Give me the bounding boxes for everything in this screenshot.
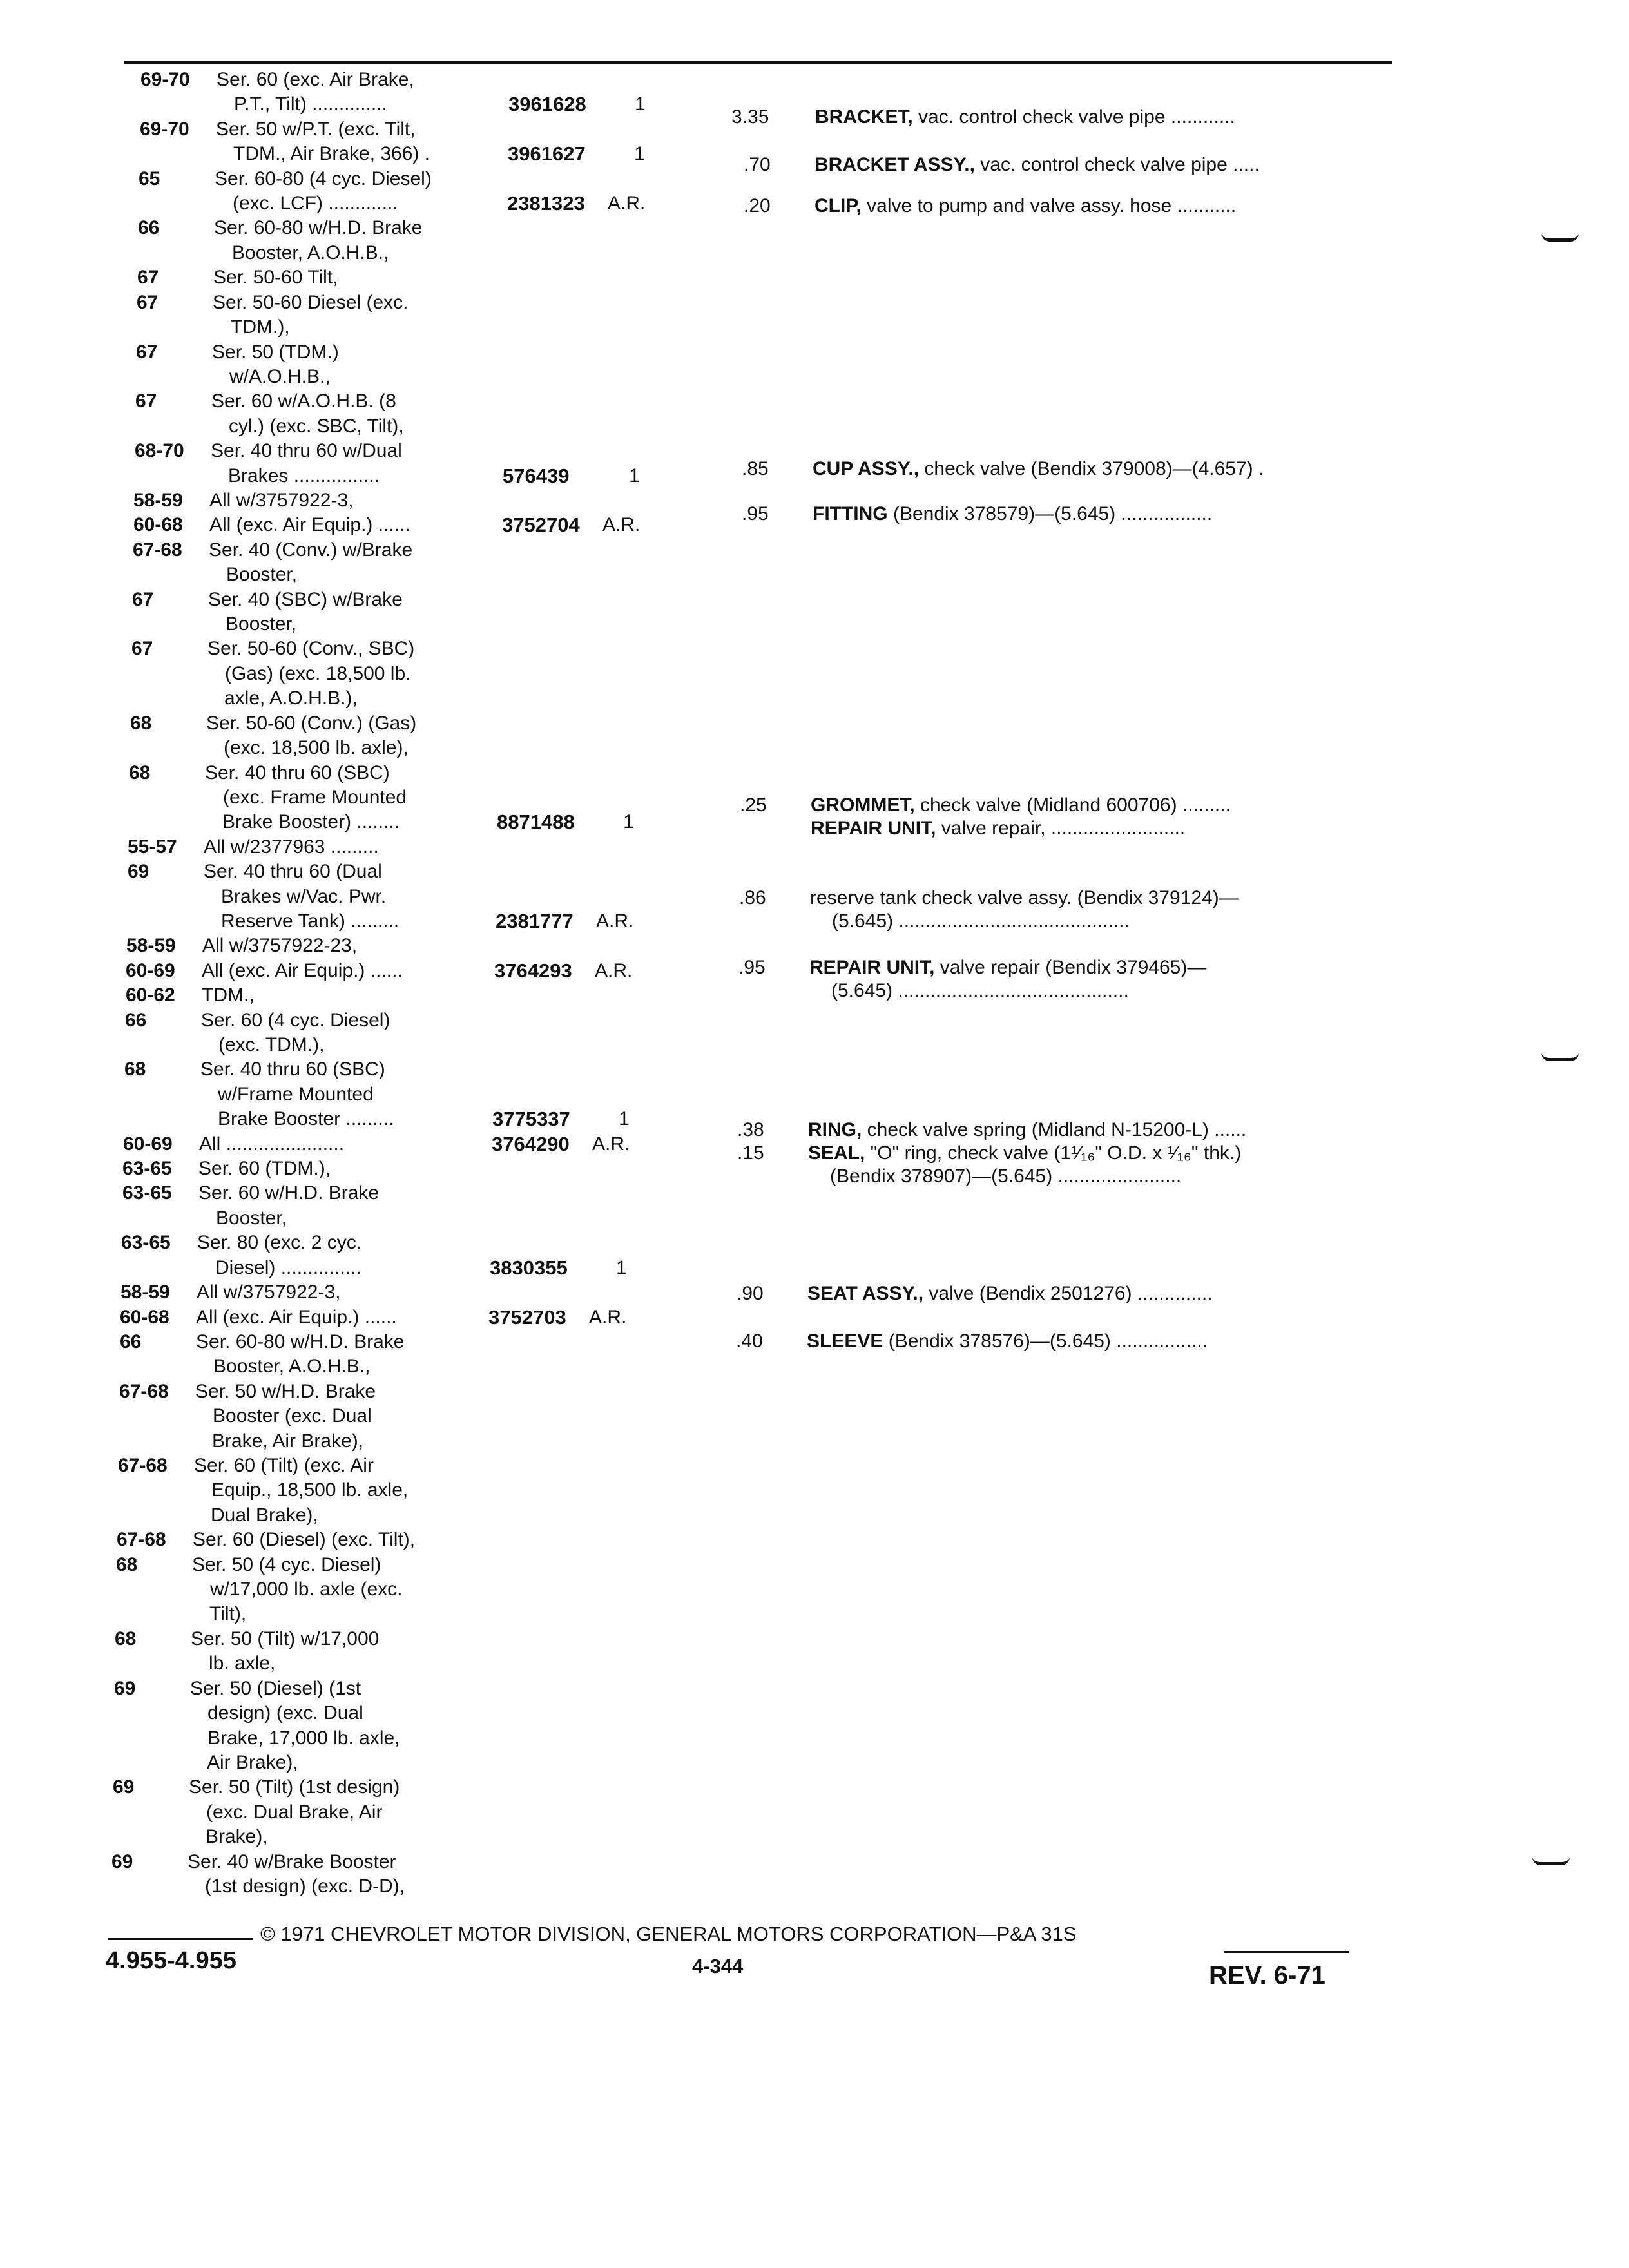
application-description: All w/3757922-3, xyxy=(197,1282,341,1303)
part-detail: reserve tank check valve assy. (Bendix 379124)— xyxy=(810,887,1239,908)
model-year: 68 xyxy=(115,1628,137,1649)
application-description: axle, A.O.H.B.), xyxy=(224,687,358,709)
application-row xyxy=(0,341,709,364)
quantity: 1 xyxy=(619,1108,630,1129)
application-row xyxy=(0,316,709,339)
application-row xyxy=(0,1504,709,1527)
application-description: Brake, 17,000 lb. axle, xyxy=(207,1727,400,1749)
application-description: TDM., xyxy=(202,985,255,1006)
application-row xyxy=(0,68,709,91)
part-detail: (Bendix 378907)—(5.645) ....................... xyxy=(830,1166,1182,1187)
application-description: Ser. 60 (Diesel) (exc. Tilt), xyxy=(193,1529,416,1550)
application-description: Ser. 50 (TDM.) xyxy=(212,341,339,363)
application-description: Ser. 50 (4 cyc. Diesel) xyxy=(192,1554,381,1575)
list-price: .40 xyxy=(736,1331,763,1352)
application-row xyxy=(0,1776,709,1799)
application-description: w/Frame Mounted xyxy=(218,1084,374,1105)
part-detail: (Bendix 378579)—(5.645) ................. xyxy=(887,503,1213,524)
model-year: 63-65 xyxy=(122,1182,172,1204)
application-description: All w/2377963 ......... xyxy=(204,836,379,858)
application-row xyxy=(0,1430,709,1453)
application-row xyxy=(0,762,709,785)
application-description: Ser. 50-60 (Conv., SBC) xyxy=(207,638,415,659)
part-detail: valve repair, ......................... xyxy=(936,818,1186,839)
quantity: A.R. xyxy=(589,1307,627,1328)
application-row xyxy=(0,563,709,586)
part-name: BRACKET, xyxy=(815,106,913,128)
application-row xyxy=(0,1825,709,1849)
application-description: w/A.O.H.B., xyxy=(229,366,331,387)
application-description: Ser. 40 (Conv.) w/Brake xyxy=(209,539,413,561)
application-row xyxy=(0,1009,709,1032)
part-description xyxy=(809,956,1206,979)
application-row xyxy=(0,1528,709,1552)
part-description xyxy=(831,979,1129,1003)
part-description xyxy=(808,1142,1241,1165)
model-year: 69 xyxy=(128,861,149,882)
model-year: 69-70 xyxy=(140,119,189,140)
application-row xyxy=(0,1553,709,1577)
part-description xyxy=(811,817,1185,840)
model-year: 58-59 xyxy=(120,1282,170,1303)
part-number: 3775337 xyxy=(492,1108,570,1130)
model-year: 67-68 xyxy=(118,1455,168,1476)
application-description: All w/3757922-3, xyxy=(209,490,354,511)
application-row xyxy=(0,1677,709,1700)
application-description: Ser. 50 (Tilt) (1st design) xyxy=(189,1776,400,1798)
part-name: RING, xyxy=(808,1119,862,1140)
part-item-row xyxy=(0,1282,1392,1305)
footer-right-rule xyxy=(1224,1951,1349,1953)
part-number: 8871488 xyxy=(497,811,575,833)
application-description: Ser. 50 w/P.T. (exc. Tilt, xyxy=(216,119,416,140)
application-description: Ser. 40 thru 60 (SBC) xyxy=(205,762,390,783)
list-price: .95 xyxy=(738,957,766,978)
model-year: 58-59 xyxy=(126,935,176,956)
part-description xyxy=(815,153,1260,177)
model-year: 68 xyxy=(124,1059,146,1080)
application-description: All (exc. Air Equip.) ...... xyxy=(209,514,410,535)
part-detail: valve to pump and valve assy. hose ........... xyxy=(861,195,1237,216)
footer-left-rule xyxy=(108,1938,253,1940)
application-description: Ser. 80 (exc. 2 cyc. xyxy=(197,1232,362,1253)
application-description: Ser. 50-60 (Conv.) (Gas) xyxy=(206,713,417,734)
application-description: Brakes w/Vac. Pwr. xyxy=(221,886,387,907)
model-year: 66 xyxy=(120,1331,142,1352)
application-description: Ser. 40 thru 60 w/Dual xyxy=(211,440,402,461)
margin-mark xyxy=(1532,1857,1570,1865)
application-description: Ser. 60 w/H.D. Brake xyxy=(198,1182,380,1204)
part-detail: check valve (Midland 600706) ......... xyxy=(914,794,1231,816)
model-year: 66 xyxy=(138,217,160,238)
model-year: 67 xyxy=(132,589,154,610)
part-number: 2381323 xyxy=(507,192,585,215)
application-row xyxy=(0,242,709,265)
part-detail: check valve spring (Midland N-15200-L) ...... xyxy=(862,1119,1247,1140)
application-description: All ...................... xyxy=(199,1133,345,1155)
revision-label: REV. 6-71 xyxy=(1209,1961,1325,1990)
application-row xyxy=(0,1578,709,1601)
list-price: .25 xyxy=(740,794,767,816)
application-row xyxy=(0,662,709,686)
application-row xyxy=(0,1231,709,1254)
part-item-row xyxy=(0,1165,1392,1188)
part-name: SLEEVE xyxy=(807,1331,883,1352)
part-item-row xyxy=(0,1330,1392,1353)
application-row xyxy=(0,1479,709,1502)
application-description: Booster, xyxy=(216,1207,287,1229)
part-detail: (5.645) ........................................... xyxy=(832,910,1130,932)
part-detail: (5.645) ........................................... xyxy=(831,980,1129,1001)
application-description: Ser. 40 w/Brake Booster xyxy=(188,1851,396,1872)
part-number: 576439 xyxy=(503,465,570,487)
quantity: A.R. xyxy=(595,960,633,981)
part-description xyxy=(813,503,1212,526)
application-row xyxy=(0,390,709,413)
part-detail: check valve (Bendix 379008)—(4.657) . xyxy=(919,458,1264,479)
quantity: 1 xyxy=(635,93,646,115)
application-description: All w/3757922-23, xyxy=(202,935,358,956)
application-description: design) (exc. Dual xyxy=(207,1702,363,1724)
model-year: 67 xyxy=(135,390,157,412)
model-year: 63-65 xyxy=(121,1232,171,1253)
application-description: Ser. 60 (exc. Air Brake, xyxy=(217,69,414,90)
model-year: 68 xyxy=(116,1554,138,1575)
application-description: All (exc. Air Equip.) ...... xyxy=(196,1307,397,1328)
application-row xyxy=(0,1033,709,1057)
application-row xyxy=(0,1751,709,1774)
model-year: 60-68 xyxy=(133,514,183,535)
application-description: Booster, xyxy=(226,564,298,585)
application-description: w/17,000 lb. axle (exc. xyxy=(210,1579,403,1600)
application-row xyxy=(0,1256,709,1280)
part-item-row xyxy=(0,817,1392,840)
application-row xyxy=(0,860,709,883)
application-description: Brake Booster ......... xyxy=(218,1108,394,1129)
part-name: FITTING xyxy=(813,503,888,524)
application-row xyxy=(0,1380,709,1403)
part-item-row xyxy=(0,106,1392,129)
application-description: Tilt), xyxy=(209,1603,247,1624)
model-year: 68-70 xyxy=(135,440,184,461)
model-year: 67-68 xyxy=(117,1529,166,1550)
model-year: 60-69 xyxy=(123,1133,173,1155)
application-description: Booster, A.O.H.B., xyxy=(232,242,389,264)
quantity: A.R. xyxy=(602,514,641,535)
part-detail: (Bendix 378576)—(5.645) ................. xyxy=(883,1331,1208,1352)
part-item-row xyxy=(0,503,1392,526)
page-number: 4-344 xyxy=(692,1955,744,1977)
application-row xyxy=(0,1306,709,1329)
part-name: SEAL, xyxy=(808,1142,865,1164)
application-description: Ser. 60-80 w/H.D. Brake xyxy=(214,217,423,238)
application-description: Booster, xyxy=(226,613,297,635)
application-description: Ser. 60 (4 cyc. Diesel) xyxy=(201,1010,390,1031)
application-description: Brakes ................ xyxy=(228,465,380,486)
part-description xyxy=(815,106,1235,129)
application-row xyxy=(0,1454,709,1477)
quantity: A.R. xyxy=(592,1133,630,1155)
model-year: 68 xyxy=(130,713,152,734)
application-description: Ser. 60 (TDM.), xyxy=(198,1158,331,1179)
application-description: Diesel) ............... xyxy=(215,1257,361,1278)
quantity: A.R. xyxy=(596,910,634,932)
application-row xyxy=(0,1652,709,1675)
part-item-row xyxy=(0,910,1392,933)
part-description xyxy=(807,1282,1213,1305)
model-year: 67 xyxy=(136,341,158,363)
footer-section-code: 4.955-4.955 xyxy=(106,1947,236,1974)
part-name: REPAIR UNIT, xyxy=(811,818,936,839)
quantity: 1 xyxy=(616,1257,627,1278)
part-item-row xyxy=(0,457,1392,481)
application-description: (exc. 18,500 lb. axle), xyxy=(224,737,409,758)
list-price: .90 xyxy=(737,1283,764,1304)
part-description xyxy=(811,794,1231,817)
part-number: 3752704 xyxy=(502,514,580,536)
application-description: Brake, Air Brake), xyxy=(212,1430,364,1452)
application-row xyxy=(0,637,709,660)
margin-mark xyxy=(1541,233,1579,242)
list-price: .15 xyxy=(737,1142,764,1164)
application-description: Equip., 18,500 lb. axle, xyxy=(211,1479,409,1501)
model-year: 69 xyxy=(114,1678,136,1699)
part-name: GROMMET, xyxy=(811,794,915,816)
application-row xyxy=(0,1628,709,1651)
model-year: 66 xyxy=(125,1010,147,1031)
part-name: BRACKET ASSY., xyxy=(815,154,975,175)
application-row xyxy=(0,1727,709,1750)
footer-copyright: © 1971 CHEVROLET MOTOR DIVISION, GENERAL MOTORS CORPORATION—P&A 31S xyxy=(260,1923,1077,1945)
quantity: 1 xyxy=(623,811,634,832)
model-year: 69 xyxy=(111,1851,133,1872)
application-row xyxy=(0,687,709,710)
part-item-row xyxy=(0,153,1392,177)
part-detail: valve (Bendix 2501276) .............. xyxy=(923,1283,1213,1304)
part-name: SEAT ASSY., xyxy=(807,1283,924,1304)
application-description: TDM.), xyxy=(231,316,290,338)
list-price: .86 xyxy=(739,887,766,908)
quantity: 1 xyxy=(634,143,645,164)
model-year: 67 xyxy=(131,638,153,659)
model-year: 65 xyxy=(139,168,160,189)
part-number: 3961627 xyxy=(508,142,586,165)
application-description: Ser. 60 (Tilt) (exc. Air xyxy=(194,1455,374,1476)
application-row xyxy=(0,934,709,957)
list-price: .38 xyxy=(737,1119,764,1140)
part-description xyxy=(815,195,1236,218)
part-name: CUP ASSY., xyxy=(813,458,920,479)
application-row xyxy=(0,216,709,240)
part-item-row xyxy=(0,956,1392,979)
application-row xyxy=(0,1850,709,1874)
part-item-row xyxy=(0,1142,1392,1165)
application-description: Ser. 40 thru 60 (Dual xyxy=(204,861,382,882)
application-description: Ser. 50 (Tilt) w/17,000 xyxy=(191,1628,380,1649)
part-description xyxy=(807,1330,1208,1353)
application-row xyxy=(0,1602,709,1626)
model-year: 58-59 xyxy=(133,490,183,511)
part-description xyxy=(810,887,1239,910)
quantity: 1 xyxy=(629,465,640,486)
application-row xyxy=(0,1875,709,1898)
application-description: (Gas) (exc. 18,500 lb. xyxy=(225,663,411,684)
application-description: Brake), xyxy=(206,1826,268,1847)
part-item-row xyxy=(0,794,1392,817)
application-description: lb. axle, xyxy=(209,1653,276,1674)
part-number: 3752703 xyxy=(488,1306,566,1329)
model-year: 63-65 xyxy=(122,1158,172,1179)
application-row xyxy=(0,1702,709,1725)
application-description: Ser. 60-80 (4 cyc. Diesel) xyxy=(215,168,432,189)
part-detail: "O" ring, check valve (1¹⁄₁₆" O.D. x ¹⁄₁₆" thk.) xyxy=(865,1142,1242,1164)
application-row xyxy=(0,365,709,389)
model-year: 60-62 xyxy=(126,985,175,1006)
application-description: Ser. 50 w/H.D. Brake xyxy=(195,1381,376,1402)
model-year: 67 xyxy=(137,292,159,313)
application-row xyxy=(0,1083,709,1106)
application-description: Air Brake), xyxy=(207,1752,298,1773)
application-row xyxy=(0,613,709,636)
application-row xyxy=(0,1355,709,1378)
quantity: A.R. xyxy=(608,193,646,214)
application-description: (exc. Frame Mounted xyxy=(223,787,407,808)
application-description: Brake Booster) ........ xyxy=(222,811,400,832)
application-row xyxy=(0,1207,709,1230)
application-description: Ser. 50 (Diesel) (1st xyxy=(190,1678,361,1699)
list-price: .85 xyxy=(742,458,769,479)
application-row xyxy=(0,1058,709,1081)
list-price: .70 xyxy=(744,154,771,175)
application-description: Ser. 50-60 Diesel (exc. xyxy=(213,292,409,313)
application-description: Booster, A.O.H.B., xyxy=(213,1356,371,1377)
model-year: 67-68 xyxy=(133,539,182,561)
application-description: Ser. 60 w/A.O.H.B. (8 xyxy=(211,390,396,412)
application-description: Ser. 50-60 Tilt, xyxy=(213,267,338,288)
part-number: 2381777 xyxy=(496,910,574,932)
application-description: Ser. 40 thru 60 (SBC) xyxy=(200,1059,385,1080)
application-description: (exc. LCF) ............. xyxy=(233,193,398,214)
top-rule xyxy=(124,61,1392,64)
application-description: Ser. 40 (SBC) w/Brake xyxy=(208,589,403,610)
part-number: 3961628 xyxy=(508,93,586,115)
application-description: Ser. 60-80 w/H.D. Brake xyxy=(196,1331,405,1352)
model-year: 69-70 xyxy=(140,69,190,90)
application-description: (exc. TDM.), xyxy=(218,1034,325,1055)
part-description xyxy=(808,1119,1246,1142)
part-item-row xyxy=(0,887,1392,910)
margin-mark xyxy=(1541,1053,1579,1061)
part-number: 3830355 xyxy=(490,1256,568,1279)
part-detail: vac. control check valve pipe ..... xyxy=(974,154,1260,175)
application-description: Booster (exc. Dual xyxy=(213,1405,372,1427)
application-row xyxy=(0,712,709,735)
model-year: 60-69 xyxy=(126,960,175,981)
application-row xyxy=(0,415,709,438)
application-description: (exc. Dual Brake, Air xyxy=(206,1802,383,1823)
part-item-row xyxy=(0,195,1392,218)
part-number: 3764290 xyxy=(492,1133,570,1155)
part-description xyxy=(832,910,1130,933)
application-description: TDM., Air Brake, 366) . xyxy=(233,143,430,164)
part-number: 3764293 xyxy=(494,959,572,982)
application-description: Reserve Tank) ......... xyxy=(221,910,400,932)
application-row xyxy=(0,588,709,611)
list-price: .95 xyxy=(742,503,769,524)
part-item-row xyxy=(0,1119,1392,1142)
application-row xyxy=(0,266,709,289)
part-detail: vac. control check valve pipe ............ xyxy=(912,106,1235,128)
application-description: All (exc. Air Equip.) ...... xyxy=(202,960,403,981)
model-year: 69 xyxy=(113,1776,135,1798)
part-detail: valve repair (Bendix 379465)— xyxy=(934,957,1207,978)
part-name: REPAIR UNIT, xyxy=(809,957,935,978)
list-price: .20 xyxy=(744,195,771,216)
model-year: 67-68 xyxy=(119,1381,169,1402)
application-description: (1st design) (exc. D-D), xyxy=(205,1876,405,1897)
application-description: cyl.) (exc. SBC, Tilt), xyxy=(229,416,404,437)
application-description: Dual Brake), xyxy=(211,1504,318,1526)
part-item-row xyxy=(0,979,1392,1003)
application-row xyxy=(0,1405,709,1428)
application-description: P.T., Tilt) .............. xyxy=(234,93,387,115)
model-year: 68 xyxy=(129,762,151,783)
model-year: 55-57 xyxy=(128,836,177,858)
list-price: 3.35 xyxy=(731,106,769,128)
model-year: 67 xyxy=(137,267,159,288)
application-row xyxy=(0,736,709,760)
model-year: 60-68 xyxy=(120,1307,169,1328)
part-description xyxy=(813,457,1264,481)
part-description xyxy=(830,1165,1181,1188)
application-row xyxy=(0,539,709,562)
application-row xyxy=(0,291,709,314)
application-row xyxy=(0,1801,709,1824)
part-name: CLIP, xyxy=(815,195,862,216)
